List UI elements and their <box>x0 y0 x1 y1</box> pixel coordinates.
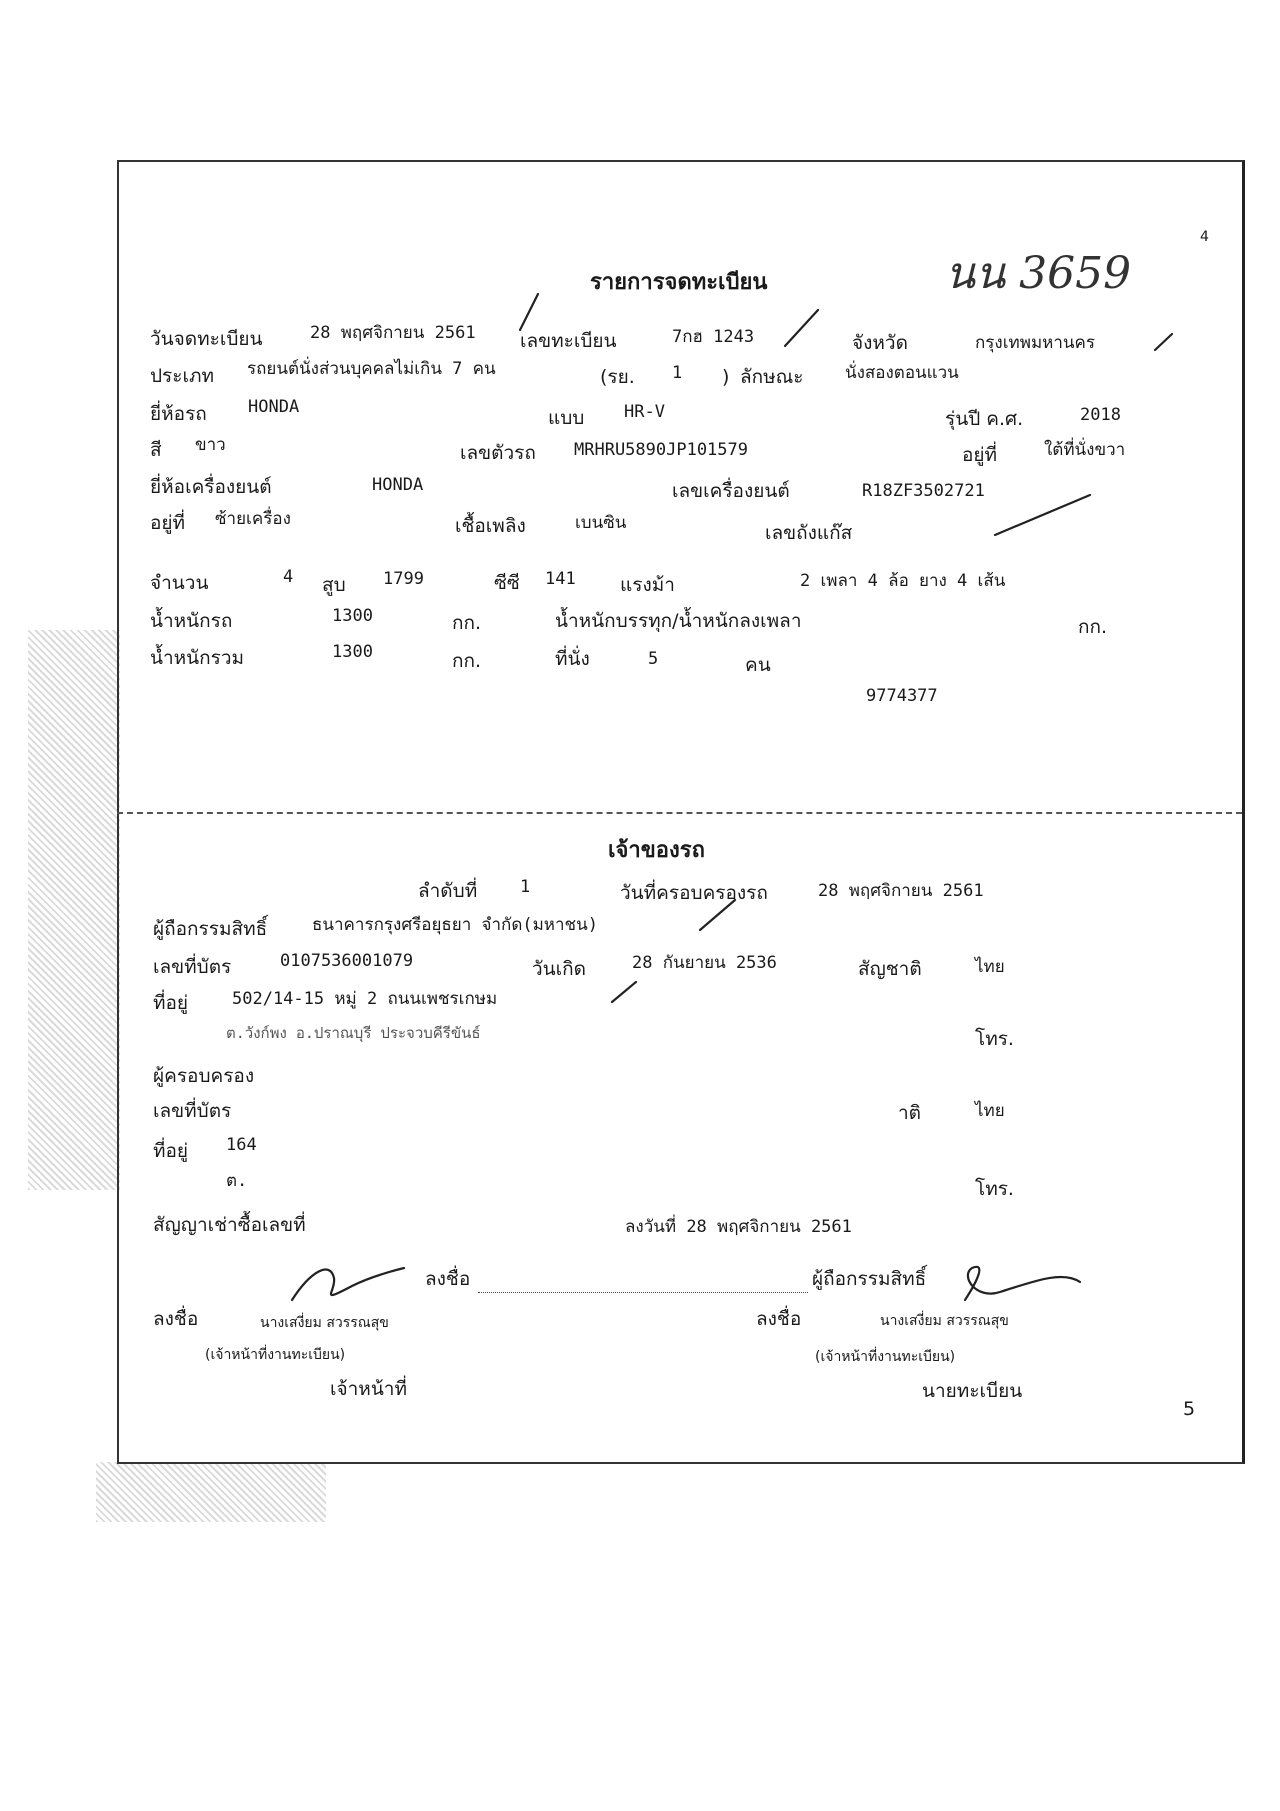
birth-label: วันเกิด <box>532 958 586 980</box>
axles: 2 เพลา 4 ล้อ ยาง 4 เส้น <box>800 571 1006 591</box>
nationality2: ไทย <box>975 1101 1005 1121</box>
officer-name: นางเสงี่ยม สวรรณสุข <box>260 1315 389 1331</box>
vehicle-type: รถยนต์นั่งส่วนบุคคลไม่เกิน 7 คน <box>247 359 496 379</box>
vin-location-label: อยู่ที่ <box>962 444 998 466</box>
holder-label: ผู้ถือกรรมสิทธิ์ <box>153 918 268 940</box>
weight-unit: กก. <box>452 612 482 634</box>
plate: 7กฮ 1243 <box>672 327 755 347</box>
card-number: 0107536001079 <box>280 951 414 971</box>
order: 1 <box>520 877 531 897</box>
engine-brand: HONDA <box>372 475 424 495</box>
address: 502/14-15 หมู่ 2 ถนนเพชรเกษม <box>232 989 498 1009</box>
signature-officer <box>292 1268 404 1300</box>
page-number: 5 <box>1183 1398 1196 1420</box>
reg-date: 28 พฤศจิกายน 2561 <box>310 323 476 343</box>
holder: ธนาคารกรุงศรีอยุธยา จำกัด(มหาชน) <box>312 915 598 935</box>
nationality-label: สัญชาติ <box>858 958 922 980</box>
nationality: ไทย <box>975 957 1005 977</box>
address4: ต. <box>226 1171 248 1191</box>
color: ขาว <box>195 435 226 455</box>
handwritten-superscript: 4 <box>1200 229 1209 245</box>
quantity-label: จำนวน <box>150 572 209 594</box>
cc-label: ซีซี <box>494 572 520 594</box>
color-label: สี <box>150 439 162 461</box>
address-line-2: ต.วังก์พง อ.ปราณบุรี ประจวบคีรีขันธ์ <box>226 1024 481 1042</box>
vehicle-style: นั่งสองตอนแวน <box>845 363 959 383</box>
address3: 164 <box>226 1135 257 1155</box>
address3-label: ที่อยู่ <box>153 1140 189 1162</box>
year-label: รุ่นปี ค.ศ. <box>945 408 1024 430</box>
seats-unit: คน <box>745 654 771 676</box>
fuel: เบนซิน <box>575 513 627 533</box>
vin-location: ใต้ที่นั่งขวา <box>1044 440 1126 460</box>
ry-close: ) <box>722 366 730 388</box>
brand-label: ยี่ห้อรถ <box>150 403 207 425</box>
birth-date: 28 กันยายน 2536 <box>632 953 777 973</box>
owned-date-label: วันที่ครอบครองรถ <box>620 882 768 904</box>
style-label: ลักษณะ <box>740 366 804 388</box>
registrar-title: นายทะเบียน <box>922 1380 1023 1402</box>
ry-label: (รย. <box>600 366 635 388</box>
vin-label: เลขตัวรถ <box>460 442 536 464</box>
owned-date: 28 พฤศจิกายน 2561 <box>818 881 984 901</box>
card2-label: เลขที่บัตร <box>153 1100 232 1122</box>
province: กรุงเทพมหานคร <box>975 333 1096 353</box>
check-mark-1 <box>520 294 538 330</box>
check-mark-3 <box>1155 334 1172 350</box>
engine-no-label: เลขเครื่องยนต์ <box>672 480 790 502</box>
registrar-paren: (เจ้าหน้าที่งานทะเบียน) <box>815 1349 956 1365</box>
holder-sign-label: ลงชื่อ <box>425 1268 471 1290</box>
cylinder-label: สูบ <box>322 574 346 596</box>
registration-title: รายการจดทะเบียน <box>590 270 768 295</box>
check-mark-4 <box>995 495 1090 535</box>
cc-value: 1799 <box>383 569 424 589</box>
officer-paren: (เจ้าหน้าที่งานทะเบียน) <box>205 1347 346 1363</box>
quantity: 4 <box>283 567 294 587</box>
horsepower: 141 <box>545 569 576 589</box>
ry-value: 1 <box>672 363 683 383</box>
reg-date-label: วันจดทะเบียน <box>150 328 263 350</box>
nationality2-label: าติ <box>898 1102 922 1124</box>
check-mark-2 <box>785 310 818 346</box>
type-label: ประเภท <box>150 365 215 387</box>
tel2-label: โทร. <box>975 1178 1014 1200</box>
officer-title: เจ้าหน้าที่ <box>330 1378 408 1400</box>
check-mark-5 <box>700 900 735 930</box>
registrar-sign-label: ลงชื่อ <box>756 1308 802 1330</box>
weight-label: น้ำหนักรถ <box>150 610 233 632</box>
address-label: ที่อยู่ <box>153 992 189 1014</box>
fuel-label: เชื้อเพลิง <box>455 515 526 537</box>
holder-signature-label: ผู้ถือกรรมสิทธิ์ <box>812 1268 927 1290</box>
brand: HONDA <box>248 397 300 417</box>
model-label: แบบ <box>548 407 585 429</box>
gross-weight-unit: กก. <box>452 650 482 672</box>
vin: MRHRU5890JP101579 <box>574 440 748 460</box>
order-label: ลำดับที่ <box>418 880 478 902</box>
engine-location: ซ้ายเครื่อง <box>215 509 291 529</box>
engine-number: R18ZF3502721 <box>862 481 985 501</box>
horsepower-label: แรงม้า <box>620 574 675 596</box>
engine-location-label: อยู่ที่ <box>150 512 186 534</box>
officer-sign-label: ลงชื่อ <box>153 1308 199 1330</box>
load-label: น้ำหนักบรรทุก/น้ำหนักลงเพลา <box>555 610 802 632</box>
model-year: 2018 <box>1080 405 1121 425</box>
document-number: 9774377 <box>866 686 938 706</box>
registrar-name: นางเสงี่ยม สวรรณสุข <box>880 1313 1009 1329</box>
weight: 1300 <box>332 606 373 626</box>
model: HR-V <box>624 402 665 422</box>
check-mark-6 <box>612 982 636 1002</box>
seats: 5 <box>648 649 659 669</box>
possessor-label: ผู้ครอบครอง <box>153 1065 255 1087</box>
gross-weight-label: น้ำหนักรวม <box>150 647 245 669</box>
card-label: เลขที่บัตร <box>153 956 232 978</box>
owner-title: เจ้าของรถ <box>608 838 705 863</box>
province-label: จังหวัด <box>852 332 908 354</box>
contract-label: สัญญาเช่าซื้อเลขที่ <box>153 1214 306 1236</box>
handwritten-reference: นน 3659 <box>945 248 1132 299</box>
engine-brand-label: ยี่ห้อเครื่องยนต์ <box>150 476 272 498</box>
gross-weight: 1300 <box>332 642 373 662</box>
plate-label: เลขทะเบียน <box>520 330 617 352</box>
tel-label: โทร. <box>975 1028 1014 1050</box>
load-unit: กก. <box>1078 616 1108 638</box>
gas-tank-label: เลขถังแก๊ส <box>765 522 853 544</box>
signature-registrar <box>965 1267 1080 1300</box>
seats-label: ที่นั่ง <box>555 648 590 670</box>
contract-date: ลงวันที่ 28 พฤศจิกายน 2561 <box>625 1217 852 1237</box>
